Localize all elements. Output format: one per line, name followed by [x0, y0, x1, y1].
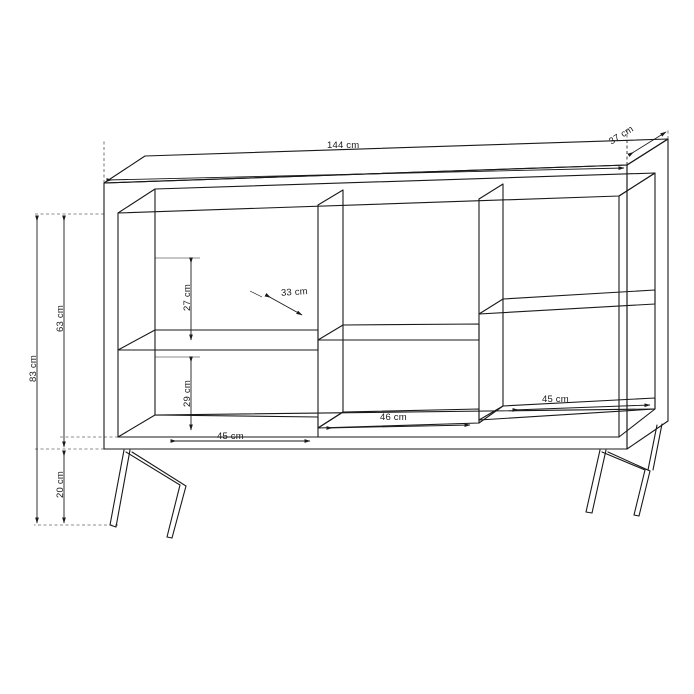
- dimension-label-leg-height: 20 cm: [54, 471, 66, 498]
- dimension-label-left-compartment-width: 45 cm: [217, 431, 244, 442]
- dimension-label-center-compartment-width: 46 cm: [380, 412, 407, 423]
- extension-lines: [34, 128, 668, 525]
- dimension-label-body-height: 63 cm: [54, 305, 66, 332]
- dimension-label-depth: 37 cm: [607, 123, 636, 148]
- dimension-label-right-compartment-width: 45 cm: [542, 394, 569, 405]
- dimension-label-overall-width: 144 cm: [327, 140, 360, 151]
- dimension-label-shelf-depth: 33 cm: [280, 286, 309, 299]
- dimension-lines: [37, 132, 666, 523]
- dimension-label-overall-height: 83 cm: [27, 355, 39, 382]
- dimension-label-upper-compartment-height: 27 cm: [181, 284, 193, 311]
- dimension-label-lower-compartment-height: 29 cm: [181, 380, 193, 407]
- internal-extension-lines: [155, 258, 262, 357]
